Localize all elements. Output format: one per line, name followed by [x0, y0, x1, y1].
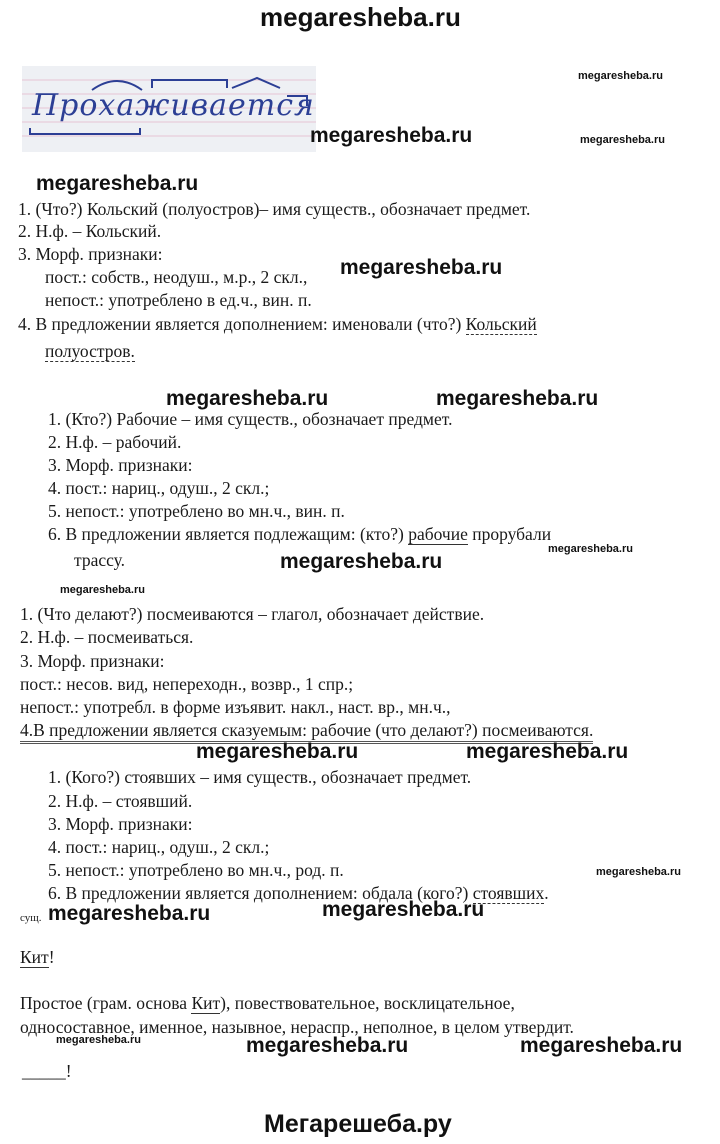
analysis-line	[20, 992, 515, 1014]
watermark: megaresheba.ru	[36, 172, 199, 195]
watermark: megaresheba.ru	[548, 543, 633, 555]
site-title: megaresheba.ru	[260, 2, 461, 32]
analysis-line: 2. Н.ф. – стоявший.	[48, 791, 193, 811]
watermark: megaresheba.ru	[466, 740, 629, 763]
analysis-line: пост.: собств., неодуш., м.р., 2 скл.,	[45, 267, 308, 287]
watermark: megaresheba.ru	[246, 1034, 409, 1057]
analysis-line: 1. (Что?) Кольский (полуостров)– имя существ., обозначает предмет.	[18, 199, 531, 219]
watermark: megaresheba.ru	[48, 902, 211, 925]
analysis-line: 5. непост.: употреблено во мн.ч., род. п.	[48, 860, 344, 880]
analysis-line: 1. (Кого?) стоявших – имя существ., обозначает предмет.	[48, 767, 472, 787]
watermark: megaresheba.ru	[280, 550, 443, 573]
watermark: megaresheba.ru	[580, 134, 665, 146]
underlined-word: рабочие	[408, 524, 468, 544]
analysis-line: 1. (Кто?) Рабочие – имя существ., обозначает предмет.	[48, 409, 453, 429]
analysis-text: ), повествовательное, восклицательное,	[220, 993, 515, 1013]
analysis-line	[45, 340, 135, 362]
analysis-line: 3. Морф. признаки:	[48, 455, 193, 475]
analysis-line: непост.: употреблено в ед.ч., вин. п.	[45, 290, 312, 310]
watermark: megaresheba.ru	[166, 387, 329, 410]
sentence-text: !	[48, 947, 55, 967]
scheme-blank: _____!	[22, 1061, 72, 1081]
analysis-line	[48, 523, 551, 545]
analysis-line: 4.В предложении является сказуемым: рабочие (что делают?) посмеиваются.	[20, 719, 593, 744]
analysis-line: 4. пост.: нариц., одуш., 2 скл.;	[48, 478, 270, 498]
analysis-line: 1. (Что делают?) посмеиваются – глагол, обозначает действие.	[20, 604, 485, 624]
analysis-text: 6. В предложении является дополнением: обдала (кого?)	[48, 883, 469, 903]
underlined-word: Кольский	[465, 314, 537, 334]
footer-title: Мегарешеба.ру	[264, 1110, 452, 1138]
analysis-text: .	[544, 883, 549, 903]
watermark: megaresheba.ru	[60, 584, 145, 596]
analysis-line	[18, 313, 537, 335]
watermark: megaresheba.ru	[340, 256, 503, 279]
analysis-line: односоставное, именное, назывное, нераспр., неполное, в целом утвердит.	[20, 1017, 574, 1037]
analysis-text: Простое (грам. основа	[20, 993, 192, 1013]
sentence-line	[20, 946, 55, 968]
analysis-line: 5. непост.: употреблено во мн.ч., вин. п.	[48, 501, 345, 521]
analysis-line: 4. пост.: нариц., одуш., 2 скл.;	[48, 837, 270, 857]
analysis-line: 3. Морф. признаки:	[18, 244, 163, 264]
watermark: megaresheba.ru	[520, 1034, 683, 1057]
watermark: megaresheba.ru	[578, 70, 663, 82]
underlined-word: полуостров.	[45, 341, 135, 361]
watermark: megaresheba.ru	[196, 740, 359, 763]
analysis-line: 2. Н.ф. – Кольский.	[18, 221, 162, 241]
watermark: megaresheba.ru	[310, 124, 473, 147]
word-label: сущ.	[20, 912, 42, 924]
watermark: megaresheba.ru	[56, 1034, 141, 1046]
analysis-line: пост.: несов. вид, непереходн., возвр., 1 спр.;	[20, 674, 354, 694]
analysis-text: 6. В предложении является подлежащим: (кто?)	[48, 524, 404, 544]
watermark: megaresheba.ru	[436, 387, 599, 410]
analysis-line: 2. Н.ф. – рабочий.	[48, 432, 182, 452]
analysis-text: 4. В предложении является дополнением: именовали (что?)	[18, 314, 462, 334]
analysis-line: трассу.	[74, 550, 126, 570]
handwritten-word: Прохаживается	[32, 88, 315, 123]
underlined-word: Кит	[191, 993, 221, 1013]
handwriting-image	[22, 66, 316, 152]
watermark: megaresheba.ru	[322, 898, 485, 921]
watermark: megaresheba.ru	[596, 866, 681, 878]
underlined-word: стоявших	[472, 883, 545, 903]
analysis-line: 3. Морф. признаки:	[20, 651, 165, 671]
analysis-line: 2. Н.ф. – посмеиваться.	[20, 627, 194, 647]
analysis-text: прорубали	[467, 524, 552, 544]
analysis-line: 3. Морф. признаки:	[48, 814, 193, 834]
underlined-word: Кит	[20, 947, 49, 967]
analysis-line: непост.: употребл. в форме изъявит. накл., наст. вр., мн.ч.,	[20, 697, 451, 717]
